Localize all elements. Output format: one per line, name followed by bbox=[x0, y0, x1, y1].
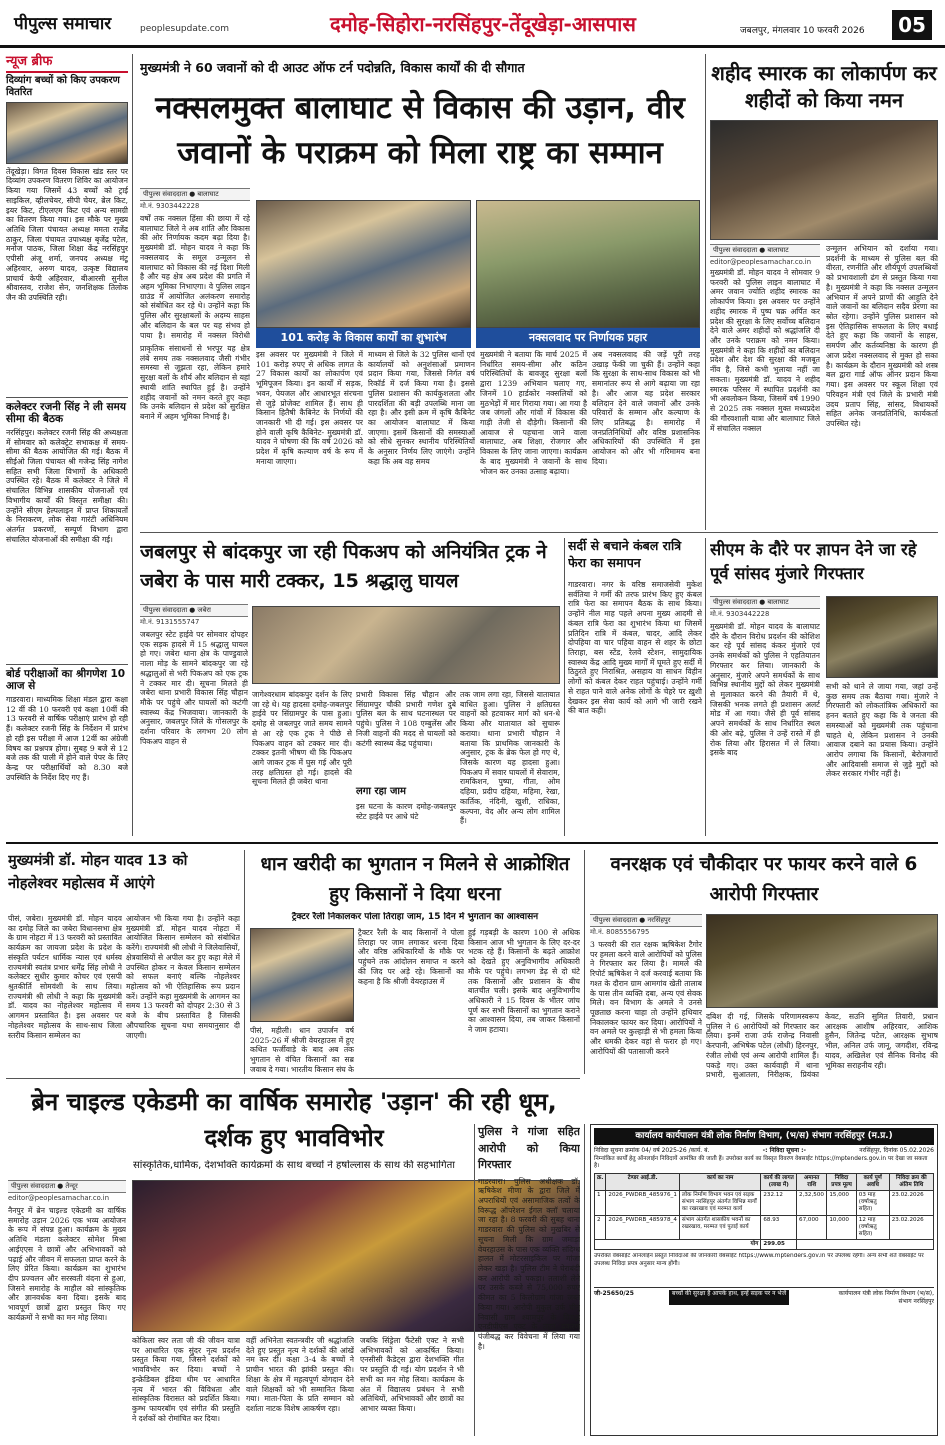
brief-1-photo bbox=[6, 102, 128, 164]
brain-child-col-4: जबकि सिंड्रेला फैंटेसी एक्ट ने सभी अभिभावकों को आकर्षित किया। एनसीसी कैडेट्स द्वारा देशभक्ति गीत पर प्रस्तुति दी गई। योग प्रदर्शन ने भी सभी का मन मोह लिया। कार्यक्रम के अंत में विद्यालय प्रबंधन ने सभी अतिथियों, अभिभावकों और छात्रों का आभार व्यक्त किया। bbox=[360, 1336, 464, 1414]
tender-cell: 1 bbox=[595, 1191, 606, 1215]
tender-intro: निम्नांकित कार्यों हेतु ऑनलाईन निविदायें आमंत्रित की जाती हैं। उपरोक्त कार्य का विस्तृत विवरण वेबसाईट https://mptenders.gov.in पर देखा जा सकता है। bbox=[594, 1155, 928, 1170]
martyr-byline-place: बालाघाट bbox=[767, 246, 789, 254]
tender-cell: लोक निर्माण विभाग भवन एवं सड़क संभाग नरसिंहपुर अंतर्गत विभिन्न मार्गों का रखरखाव एवं मरम्मत कार्य bbox=[679, 1191, 760, 1215]
tender-signature: कार्यपालन यंत्री लोक निर्माण विभाग (भ/स), संभाग नरसिंहपुर bbox=[838, 1290, 934, 1305]
column-rule bbox=[705, 54, 706, 530]
tender-office: कार्यालय कार्यपालन यंत्री लोक निर्माण विभाग, (भ/स) संभाग नरसिंहपुर (म.प्र.) bbox=[594, 1128, 934, 1145]
martyr-byline-agency: पीपुल्स संवाददाता bbox=[713, 246, 758, 254]
lead-col-6: अब नक्सलवाद की जड़ें पूरी तरह उखाड़ फेंकी जा चुकी हैं। उन्होंने कहा कि सुरक्षा के साथ-साथ विकास को भी समानांतर रूप से आगे बढ़ाया जा रहा है। और आज यह प्रदेश सरकार बलिदान देने वाले जवानों और उनके परिवारों के सम्मान और कल्याण के लिए प्रतिबद्ध है। समारोह में जनप्रतिनिधियों और वरिष्ठ प्रशासनिक अधिकारियों की उपस्थिति में इस आयोजन को और भी गरिमामय बना दिया। bbox=[592, 350, 700, 466]
tender-cell: 68.93 bbox=[761, 1215, 797, 1239]
section-title-region: सिहोरा-नरसिंहपुर-तेंदूखेड़ा-आसपास bbox=[376, 12, 636, 36]
cm-visit-headline: सीएम के दौरे पर ज्ञापन देने जा रहे पूर्व सांसद मुंजारे गिरफ्तार bbox=[710, 540, 917, 583]
blanket-body: गाडरवारा। नगर के वरिष्ठ समाजसेवी मुकेश सर्वतिया ने गर्मी की तरफ प्रारंभ किए हुए कंबल रात्रि फेरा का समापन बैठक के साथ किया। उन्होंने नील माह पहले अपना मुख्य आदमी से कंबल रात्रि फेरा का शुभारंभ किया था जिसमें प्रतिदिन रात्रि में कंबल, चादर, आदि लेकर दोपहिया वा चार पहिया वाहन से शहर के छोटा तिराहा, बस स्टेंड, रेलवे स्टेशन, सामुदायिक स्वास्थ्य केंद्र आदि मुख्य मार्गों में घूमते हुए सर्दी में ठिठुरते हुए निराश्रित, असहाय वा साधन विहीन लोगों को कंबल देकर राहत पहुंचाई। उन्होंने गर्मी से राहत पाने वाले अनेक लोगों के चेहरे पर ख़ुशी देखकर इस सेवा कार्य को आगे भी जारी रखने की बात कही। bbox=[568, 580, 702, 716]
section-title-district: दमोह- bbox=[330, 12, 377, 36]
ganja-body: गाडरवारा। पुलिस अधीक्षक डॉ. ऋषिकेश मीणा के द्वारा जिले में अपराधियों एवं असामाजिक तत्वों के विरूद्ध ऑपरेशन ईगल क्लॉ चलाया जा रहा है। 8 फरवरी की सुबह थाना गाडरवारा की पुलिस को मुखबिर से सूचना मिली कि ग्राम जमाड़ा वेयरहाउस के पास एक व्यक्ति संदिग्ध हालत में मोटरसाइकिल पर गांजा लेकर खड़ा है। पुलिस टीम ने घेराबंदी कर आरोपी को पकड़ा। तलाशी लेने पर उसके कब्जे से 75,000 रुपए कीमत का 5 किलोग्राम गांजा जब्त किया गया। आरोपी मुकुल उर्फ चीनू निवासी ग्राम श्यामपुर के विरुद्ध एनडीपीएस एक्ट के तहत प्रकरण पंजीबद्ध कर विवेचना में लिया गया है। bbox=[478, 1176, 580, 1351]
lead-byline-mobile: मो.नं. 9303442228 bbox=[140, 202, 200, 210]
paddy-col-2: ट्रैक्टर रैली के बाद किसानों ने पोला तिराहा पर जाम लगाकर धरना दिया और वरिष्ठ अधिकारियों के मौके पर पहुंचने तक आंदोलन समाप्त न करने की जिद पर अड़े रहे। किसानों का कहना है कि श्रीजी वेयरहाउस में bbox=[358, 928, 464, 986]
tender-slogan: बच्चों की सुरक्षा है आपके हाथ, इन्हें सड़क पर न भेजें bbox=[669, 1290, 789, 1305]
martyr-body-right: उन्मूलन अभियान को दर्शाया गया। प्रदर्शनी के माध्यम से पुलिस बल की वीरता, रणनीति और शौर्यपूर्ण उपलब्धियों को प्रभावशाली ढंग से प्रस्तुत किया गया है। मुख्यमंत्री ने कहा कि नक्सल उन्मूलन अभियान में अपने प्राणों की आहुति देने वाले जवानों का बलिदान सदैव प्रेरणा का स्रोत रहेगा। उन्होंने पुलिस प्रशासन को इस ऐतिहासिक सफलता के लिए बधाई देते हुए कहा कि जवानों के साहस, समर्पण और कर्तव्यनिष्ठा के कारण ही आज प्रदेश नक्सलवाद से मुक्त हो सका है। कार्यक्रम के दौरान मुख्यमंत्री को शस्त्र बल द्वारा गार्ड ऑफ ऑनर प्रदान किया गया। इस अवसर पर स्कूल शिक्षा एवं परिवहन मंत्री एवं जिले के प्रभारी मंत्री उदय प्रताप सिंह, सांसद, विधायकों सहित अनेक जनप्रतिनिधि, कार्यकर्ता उपस्थित रहे। bbox=[826, 244, 938, 428]
cm-festival-col-2: आयोजन भी किया गया है। उन्होंने कहा मुख्यमंत्री डॉ. मोहन यादव नोहटा में आयोजित किसान सम्मेलन को संबोधित करेंगे। राज्यमंत्री श्री लोधी ने जिलेवासियों, क्षेत्रवासियों से अपील कर हुए कहा मेले में उपस्थित होकर न केवल किसान सम्मेलन को सफल बनाएं बल्कि नोहलेश्वर महोत्सव को भी ऐतिहासिक रूप प्रदान करें। उन्होंने कहा मुख्यमंत्री के आगमन का समय 13 फरवरी को दोपहर 2:30 से 3 बजे के बीच प्रस्तावित है जिसकी औपचारिक सूचना यथा समयानुसार दी जाएगी। bbox=[126, 914, 240, 1040]
lead-byline-agency: पीपुल्स संवाददाता bbox=[143, 190, 188, 198]
tender-title: -: निविदा सूचना :- bbox=[762, 1147, 806, 1155]
accident-headline: जबलपुर से बांदकपुर जा रही पिकअप को अनियंत्रित ट्रक ने जबेरा के पास मारी टक्कर, 15 श्रद्धालु घायल bbox=[140, 541, 547, 592]
column-rule bbox=[244, 850, 245, 1074]
forest-guard-photo bbox=[706, 914, 938, 1008]
paddy-col-1: पीसं, महीली। धान उपार्जन वर्ष 2025-26 में श्रीजी वेयरहाउस में हुए कथित फर्जीवाड़े के बाद अब तक भुगतान से वंचित किसानों का सब्र जवाब दे गया। भारतीय किसान संघ के bbox=[250, 1026, 354, 1074]
tender-column-header: क्र. bbox=[595, 1173, 606, 1190]
news-brief-column bbox=[6, 54, 128, 836]
tender-table bbox=[594, 1173, 934, 1250]
accident-col-3: प्रभारी विकास सिंह चौहान और सिंग्रामपुर चौकी प्रभारी गणेश दुबे पुलिस बल के साथ घटनास्थल पर पहुंचे। पुलिस ने 108 एम्बुलेंस और निजी वाहनों की मदद से घायलों को कटंगी स्वास्थ्य केंद्र पहुंचाया। bbox=[356, 690, 456, 748]
tender-cell: 2,32,500 bbox=[797, 1191, 827, 1215]
section-rule bbox=[140, 532, 938, 533]
tender-column-header: कार्य का नाम bbox=[679, 1173, 760, 1190]
forest-guard-byline-place: नरसिंहपुर bbox=[647, 916, 671, 924]
accident-col-4: तक जाम लगा रहा, जिससे यातायात बाधित हुआ। पुलिस ने क्षतिग्रस्त वाहनों को हटवाकर मार्ग को धन-धे किया और यातायात को सुचारू कराया। थाना प्रभारी चौहान ने बताया कि प्राथमिक जानकारी के अनुसार, ट्रक के ब्रेक फेल हो गए थे, जिसके कारण यह हादसा हुआ। पिकअप में सवार घायलों में सेवाराम, रामकिशन, पुष्पा, गीता, ओम दहिया, प्रदीप दहिया, महिमा, रेखा, कार्तिक, नंदिनी, खुशी, राधिका, कल्पना, वेद और अन्य लोग शामिल हैं। bbox=[460, 690, 560, 826]
lead-col-4: माध्यम से जिले के 32 पुलिस थानों एवं कार्यालयों को अनुशंसाओं प्रमाणन प्रदान किया गया, जिससे निर्गत वर्ष रिकॉर्ड में दर्ज किया गया है। इससे पुलिस प्रशासन की कार्यकुशलता और पारदर्शिता की बड़ी उपलब्धि माना जा रहा है। और इसी क्रम में कृषि कैबिनेट का आयोजन बालाघाट में किया जाएगा। इसमें किसानों की समस्याओं को सीधे सुनकर स्थानीय परिस्थितियों के अनुसार निर्णय लिए जाएंगे। उन्होंने कहा कि अब वह समय bbox=[368, 350, 475, 466]
forest-guard-byline-mobile: मो.नं. 8085556795 bbox=[590, 928, 650, 936]
brain-child-col-5 bbox=[474, 1124, 580, 1436]
section-title bbox=[330, 12, 636, 38]
martyr-byline: पीपुल्स संवाददाता ● बालाघाट bbox=[710, 244, 820, 257]
forest-guard-byline-agency: पीपुल्स संवाददाता bbox=[593, 916, 638, 924]
tender-row bbox=[595, 1191, 934, 1215]
brief-3-body: गाडरवारा। माध्यमिक शिक्षा मंडल द्वारा कक्षा 12 वीं की 10 फरवरी एवं कक्षा 10वीं की 13 फरवरी से वार्षिक परीक्षाएं प्रारंभ हो रही हैं। कलेक्टर रजनी सिंह के निर्देशन में प्रारंभ हो रही इस परीक्षा में आज 12वीं का अंग्रेजी विषय का प्रश्नपत्र होगा। सुबह 9 बजे से 12 बजे तक की पाली में होने वाले पेपर के लिए केन्द्र पर परीक्षार्थियों को 8.30 बजे उपस्थिति के निर्देश दिए गए हैं। bbox=[6, 695, 128, 782]
tender-cell: 12 माह (वर्षाऋतु सहित) bbox=[856, 1215, 889, 1239]
cm-festival-headline: मुख्यमंत्री डॉ. मोहन यादव 13 को नोहलेश्वर महोत्सव में आएंगे bbox=[8, 853, 188, 893]
paddy-headline: धान खरीदी का भुगतान न मिलने से आक्रोशित हुए किसानों ने दिया धरना bbox=[260, 854, 570, 905]
lead-byline-place: बालाघाट bbox=[197, 190, 219, 198]
cm-visit-body-right: सभी को थाने ले जाया गया, जहां उन्हें कुछ समय तक बैठाया गया। मुंजारे ने गिरफ्तारी को लोकतांत्रिक अधिकारों का हनन बताते हुए कहा कि वे जनता की समस्याओं को मुख्यमंत्री तक पहुंचाना चाहते थे, लेकिन प्रशासन ने उनकी आवाज दबाने का प्रयास किया। उन्होंने आरोप लगाया कि किसानों, बेरोजगारों और आदिवासी समाज से जुड़े मुद्दों को लेकर सरकार गंभीर नहीं है। bbox=[826, 682, 938, 779]
news-brief-label: न्यूज ब्रीफ bbox=[6, 54, 128, 73]
accident-byline-mobile: मो.नं. 9131555747 bbox=[140, 618, 200, 626]
forest-guard-byline: पीपुल्स संवाददाता ● नरसिंहपुर bbox=[590, 914, 702, 927]
column-rule bbox=[584, 1124, 585, 1436]
column-rule bbox=[564, 538, 565, 836]
lead-col-1: वर्षों तक नक्सल हिंसा की छाया में रहे बालाघाट जिले ने अब शांति और विकास की ओर निर्णायक कदम बढ़ा दिया है। मुख्यमंत्री डॉ. मोहन यादव ने कहा कि नक्सलवाद के समूल उन्मूलन से बालाघाट को विकास की नई दिशा मिली है और यह क्षेत्र अब प्रदेश की प्रगति में अहम भूमिका निभाएगा। वे पुलिस लाइन ग्राउंड में आयोजित अलंकरण समारोह को संबोधित कर रहे थे। उन्होंने कहा कि पुलिस और सुरक्षाबलों के अदम्य साहस और बलिदान के बल पर यह संभव हो पाया है। समारोह में नक्सल विरोधी bbox=[140, 214, 250, 340]
website-url[interactable]: peoplesupdate.com bbox=[140, 24, 229, 34]
cm-festival-col-1: पीसं, जबेरा। मुख्यमंत्री डॉ. मोहन यादव का दमोह जिले का जबेरा विधानसभा क्षेत्र के ग्राम नोहटा में 13 फरवरी को प्रस्तावित कार्यक्रम का जायजा प्रदेश के प्रदेश के संस्कृति पर्यटन धार्मिक न्यास एवं धर्मस्व राज्यमंत्री स्वतंत्र प्रभार धर्मेंद्र सिंह लोधी ने कलेक्टर सुधीर कुमार कोचर एवं एसपी श्रुतकीर्ति सोमवंशी के साथ लिया। राज्यमंत्री श्री लोधी ने कहा कि मुख्यमंत्री डॉ. यादव का नोहलेश्वर महोत्सव में आगमन प्रस्तावित है। इस अवसर पर नोहलेश्वर महोत्सव के साथ-साथ जिला स्तरीय किसान सम्मेलन का bbox=[8, 914, 122, 1040]
accident-byline: पीपुल्स संवाददाता ● जबेरा bbox=[140, 604, 248, 617]
paddy-col-3: हुई गड़बड़ी के कारण 100 से अधिक किसान आज भी भुगतान के लिए दर-दर भटक रहे हैं। किसानों के बढ़ते आक्रोश को देखते हुए अनुविभागीय अधिकारी मौके पर पहुंचे। लगभग डेढ़ से दो घंटे तक किसानों और प्रशासन के बीच बातचीत चली। इसके बाद अनुविभागीय अधिकारी ने 15 दिवस के भीतर जांच पूर्ण कर सभी किसानों का भुगतान कराने का आश्वासन दिया, तब जाकर किसानों ने जाम हटाया। bbox=[468, 928, 580, 1035]
brand-logo: पीपुल्स समाचार bbox=[14, 14, 112, 34]
lead-headline: नक्सलमुक्त बालाघाट से विकास की उड़ान, वीर जवानों के पराक्रम को मिला राष्ट्र का सम्मान bbox=[155, 90, 685, 171]
tender-column-header: कार्य की लागत (लाख में) bbox=[761, 1173, 797, 1190]
martyr-email[interactable]: editor@peoplesamachar.co.in bbox=[710, 258, 812, 266]
brain-child-email[interactable]: editor@peoplesamachar.co.in bbox=[8, 1194, 110, 1202]
tender-cell: 23.02.2026 bbox=[889, 1191, 933, 1215]
tender-cell: 232.12 bbox=[761, 1191, 797, 1215]
forest-guard-headline: वनरक्षक एवं चौकीदार पर फायर करने वाले 6 आरोपी गिरफ्तार bbox=[610, 854, 918, 905]
section-rule bbox=[6, 1078, 580, 1079]
lead-photo-inauguration bbox=[256, 200, 471, 328]
accident-byline-agency: पीपुल्स संवाददाता bbox=[143, 606, 188, 614]
accident-col-2: जागेश्वरधाम बांदकपुर दर्शन के लिए जा रहे थे। यह हादसा दमोह-जबलपुर हाईवे पर सिंग्रामपुर के पास हुआ। दमोह से जबलपुर जाते समय सामने से आ रहे एक ट्रक ने पीछे से पिकअप वाहन को टक्कर मार दी। टक्कर इतनी भीषण थी कि पिकअप आगे जाकर ट्रक में घुस गई और पूरी तरह क्षतिग्रस्त हो गई। हादसे की सूचना मिलते ही जबेरा थाना bbox=[252, 690, 352, 787]
lead-col-5: मुख्यमंत्री ने बताया कि मार्च 2025 में निर्धारित समय-सीमा और कठिन परिस्थितियों के बावजूद सुरक्षा बलों द्वारा 1239 अभियान चलाए गए, जिनमें 10 हार्डकोर नक्सलियों को मुठभेड़ों में मार गिराया गया। आ गया है जब जंगलों और गांवों में विकास की गाड़ी तेजी से दौड़ेगी। किसानों की आवाज से पहचाना जाने वाला बालाघाट, अब शिक्षा, रोजगार और विकास के लिए जाना जाएगा। कार्यक्रम के बाद मुख्यमंत्री ने जवानों के साथ भोजन कर उनका उत्साह बढ़ाया। bbox=[480, 350, 587, 476]
tender-ad-ref: जी-25650/25 bbox=[594, 1290, 634, 1298]
brain-child-subhead: सांस्कृतिक,धार्मिक, देशभक्ति कार्यक्रमों के साथ बच्चों ने हर्षोल्लास के साथ की सहभागिता bbox=[133, 1160, 455, 1171]
tender-date: नरसिंहपुर, दिनांक 05.02.2026 bbox=[859, 1147, 934, 1155]
tender-ref: निविदा सूचना क्रमांक 04/ वर्ष 2025-26 /कार्य. बं. bbox=[594, 1147, 710, 1155]
tender-column-header: टेण्डर आई.डी. bbox=[606, 1173, 679, 1190]
issue-date: जबलपुर, मंगलवार 10 फरवरी 2026 bbox=[740, 26, 865, 36]
tender-cell: 15,000 bbox=[827, 1191, 856, 1215]
accident-col-1: जबलपुर स्टेट हाईवे पर सोमवार दोपहर एक सड़क हादसे में 15 श्रद्धालु घायल हो गए। जबेरा थाना क्षेत्र के पाण्डुवाले नाला मोड़ के सामने बांदकपुर जा रहे श्रद्धालुओं से भरी पिकअप को एक ट्रक ने टक्कर मार दी। सूचना मिलते ही जबेरा थाना प्रभारी विकास सिंह चौहान मौके पर पहुंचे और घायलों को कटंगी स्वास्थ्य केंद्र भिजवाया। जानकारी के अनुसार, जबलपुर जिले के गोसलपुर के दर्शना परिवार के लगभग 20 लोग पिकअप वाहन से bbox=[140, 630, 248, 746]
accident-subhead: लगा रहा जाम bbox=[356, 786, 406, 797]
accident-byline-place: जबेरा bbox=[197, 606, 211, 614]
cm-visit-body-left: मुख्यमंत्री डॉ. मोहन यादव के बालाघाट दौरे के दौरान विरोध प्रदर्शन की कोशिश कर रहे पूर्व सांसद कंकर मुंजारे एवं उनके समर्थकों को पुलिस ने एहतियातन गिरफ्तार कर लिया। जानकारी के अनुसार, मुंजारे अपने समर्थकों के साथ विभिन्न स्थानीय मुद्दों को लेकर मुख्यमंत्री से मुलाकात करने की तैयारी में थे, जिसकी भनक लगते ही प्रशासन अलर्ट मोड में आ गया। जैसे ही पूर्व सांसद अपने समर्थकों के साथ निर्धारित स्थल की ओर बढ़े, पुलिस ने उन्हें रास्ते में ही रोक लिया और हिरासत में ले लिया। इसके बाद bbox=[710, 622, 820, 758]
lead-kicker: मुख्यमंत्री ने 60 जवानों को दी आउट ऑफ टर्न पदोन्नति, विकास कार्यों की दी सौगात bbox=[140, 60, 525, 75]
accident-photo bbox=[252, 606, 560, 684]
column-rule bbox=[705, 538, 706, 836]
tender-row bbox=[595, 1215, 934, 1239]
tender-column-header: अमानत राशि bbox=[797, 1173, 827, 1190]
lead-photo-police-honour bbox=[476, 200, 700, 328]
column-rule bbox=[584, 850, 585, 1074]
brain-child-col-1: नैनपुर में ब्रेन चाइल्ड एकेडमी का वार्षिक समारोह उड़ान 2026 एक भव्य आयोजन के रूप में संपन्न हुआ। कार्यक्रम के मुख्य अतिथि मंडला कलेक्टर सोमेश मिश्रा आईएएस ने छात्रों और अभिभावकों को पढ़ाई और जीवन में सफलता प्राप्त करने के लिए प्रेरित किया। कार्यक्रम का शुभारंभ दीप प्रज्वलन और सरस्वती वंदना से हुआ, जिसने समारोह के माहौल को सांस्कृतिक और ज्ञानवर्धक बना दिया। इसके बाद भावपूर्ण छात्रों द्वारा प्रस्तुत किए गए कार्यक्रमों ने सभी का मन मोह लिया। bbox=[8, 1206, 126, 1322]
tender-column-header: निविदा प्रपत्र मूल्य bbox=[827, 1173, 856, 1190]
lead-caption-right: नक्सलवाद पर निर्णायक प्रहार bbox=[476, 328, 700, 348]
cm-visit-byline-agency: पीपुल्स संवाददाता bbox=[713, 598, 758, 606]
tender-column-header: कार्य पूर्ण अवधि bbox=[856, 1173, 889, 1190]
lead-col-3: इस अवसर पर मुख्यमंत्री ने जिले में 101 करोड़ रुपए से अधिक लागत के 27 विकास कार्यों का लोकार्पण एवं भूमिपूजन किया। इन कार्यों में सड़क, भवन, पेयजल और आधारभूत संरचना से जुड़े प्रोजेक्ट शामिल हैं। साथ ही किसान हितैषी कैबिनेट के निर्णयों की जानकारी भी दी गई। इस अवसर पर होने वाली कृषि कैबिनेट- मुख्यमंत्री डॉ. यादव ने घोषणा की कि वर्ष 2026 को प्रदेश में कृषि कल्याण वर्ष के रूप में मनाया जाएगा। bbox=[256, 350, 363, 466]
tender-cell: 2 bbox=[595, 1215, 606, 1239]
tender-cell: 10,000 bbox=[827, 1215, 856, 1239]
lead-caption-left: 101 करोड़ के विकास कार्यों का शुभारंभ bbox=[256, 328, 471, 348]
tender-cell: 03 माह (वर्षाऋतु सहित) bbox=[856, 1191, 889, 1215]
tender-total-value: 299.05 bbox=[761, 1239, 797, 1249]
accident-col-3b: इस घटना के कारण दमोह-जबलपुर स्टेट हाईवे पर आधे घंटे bbox=[356, 802, 456, 821]
cm-visit-byline-mobile: मो.नं. 9303442228 bbox=[710, 610, 770, 618]
page-number: 05 bbox=[892, 10, 932, 40]
tender-cell: 2026_PWDRB_485976_1 bbox=[606, 1191, 679, 1215]
brain-child-headline: ब्रेन चाइल्ड एकेडमी का वार्षिक समारोह 'उड़ान' की रही धूम, दर्शक हुए भावविभोर bbox=[31, 1088, 557, 1152]
blanket-headline: सर्दी से बचाने कंबल रात्रि फेरा का समापन bbox=[568, 538, 682, 570]
brief-1-title: दिव्यांग बच्चों को किए उपकरण वितरित bbox=[6, 74, 120, 98]
brain-child-col-3: वहीं अभिनेता स्वतन्त्रवीर जी श्रद्धांजलि देते हुए प्रस्तुत नृत्य ने दर्शकों की आंखें नम कर दीं। कक्षा 3-4 के बच्चों ने प्राचीन भारत की झांकी प्रस्तुत की। शिक्षा के क्षेत्र में महत्वपूर्ण योगदान देने वाले शिक्षकों को भी सम्मानित किया गया। माता-पिता के प्रति सम्मान को दर्शाता नाटक विशेष आकर्षण रहा। bbox=[246, 1336, 354, 1414]
forest-guard-body-right: दबिश दी गई, जिसके परिणामस्वरूप पुलिस ने 6 आरोपियों को गिरफ्तार कर लिया। इनमें राजा उर्फ राजेन्द्र निवासी केरपानी, अभिषेक पटेल (लोधी) हिरनपुर, रंजीत लोधी एवं अन्य आरोपी शामिल हैं। पकड़े गए। उक्त कार्यवाही में थाना प्रभारी, सुआतला, निरीक्षक, प्रियंका केवट, सउनि सुमित तिवारी, प्रधान आरक्षक आशीष अहिरवार, आशिक हुसैन, जितेन्द्र पटेल, आरक्षक सुभाष भील, अनिल उर्फ जानू, जगदीश, रविन्द्र यादव, अखिलेश एवं सैनिक विनोद की भूमिका सराहनीय रही। bbox=[706, 1012, 938, 1080]
column-rule bbox=[132, 54, 133, 836]
brain-child-col-2: कोकिला स्वर लता जी की जीवन यात्रा पर आधारित एक सुंदर नृत्य प्रदर्शन प्रस्तुत किया गया, जिसने दर्शकों को भावविभोर कर दिया। बच्चों ने इन्क्रेडिबल इंडिया थीम पर आधारित नृत्य में भारत की विविधता और सांस्कृतिक विरासत को प्रदर्शित किया। कुम्भ फायरबॉम एवं संगीत की प्रस्तुति ने दर्शकों को रोमांचित कर दिया। bbox=[132, 1336, 240, 1423]
tender-cell: 23.02.2026 bbox=[889, 1215, 933, 1239]
brief-2-body: नरसिंहपुर। कलेक्टर रजनी सिंह की अध्यक्षता में सोमवार को कलेक्ट्रेट सभाकक्ष में समय-सीमा की बैठक आयोजित की गई। बैठक में सीईओ जिला पंचायत श्री गजेन्द्र सिंह नागेश सहित सभी जिला विभागों के अधिकारी उपस्थित रहे। बैठक में कलेक्टर ने जिले में संचालित विभिन्न शासकीय योजनाओं एवं विभागीय कार्यों की विस्तृत समीक्षा की। उन्होंने सीएम हेल्पलाइन में प्राप्त शिकायतों के निराकरण, लोक सेवा गारंटी अधिनियम अंतर्गत प्रकरणों, सम्पूर्ण विभाग द्वारा संचालित योजनाओं की समीक्षा की गई। bbox=[6, 427, 128, 544]
paddy-col-1b bbox=[358, 928, 464, 1074]
lead-byline: पीपुल्स संवाददाता ● बालाघाट bbox=[140, 188, 250, 201]
brief-3-title: बोर्ड परीक्षाओं का श्रीगणेश 10 आज से bbox=[6, 664, 128, 693]
paddy-subhead: ट्रैक्टर रैली निकालकर पोला तिराहा जाम, 15 दिन में भुगतान का आश्वासन bbox=[291, 912, 539, 922]
tender-total-label: योग bbox=[595, 1239, 761, 1249]
tender-footer: उपरोक्त वेबसाईट ऑनलाईन प्रस्तुत निविदाओं की जानकारी वेबसाईट https://www.mptenders.gov.in पर उपलब्ध रहेगी। अन्य सभी शर्तें वेबसाईट पर उपलब्ध निविदा प्रपत्र अनुसार मान्य होंगी। bbox=[594, 1253, 924, 1267]
tender-total-row bbox=[595, 1239, 934, 1249]
cm-visit-byline-place: बालाघाट bbox=[767, 598, 789, 606]
brief-2-title: कलेक्टर रजनी सिंह ने ली समय सीमा की बैठक bbox=[6, 397, 128, 426]
brain-child-byline: पीपुल्स संवाददाता ● तेन्दूर bbox=[8, 1180, 126, 1193]
tender-column-header: निविदा क्रय की अंतिम तिथि bbox=[889, 1173, 933, 1190]
tender-notice bbox=[590, 1124, 938, 1436]
tender-cell: 2026_PWDRB_485978_4 bbox=[606, 1215, 679, 1239]
ganja-headline-text: पुलिस ने गांजा सहित आरोपी को किया गिरफ्तार bbox=[478, 1125, 580, 1171]
martyr-body-left: मुख्यमंत्री डॉ. मोहन यादव ने सोमवार 9 फरवरी को पुलिस लाइन बालाघाट में अमर जवान ज्योति शहीद स्मारक का लोकार्पण किया। इस अवसर पर उन्होंने शहीद स्मारक में पुष्प चक्र अर्पित कर प्रदेश की सुरक्षा के लिए सर्वोच्च बलिदान देने वाले अमर शहीदों को श्रद्धांजलि दी और उनके पराक्रम को नमन किया। मुख्यमंत्री ने कहा कि शहीदों का बलिदान प्रदेश और देश की सुरक्षा की मजबूत नींव है, जिसे कभी भुलाया नहीं जा सकता। मुख्यमंत्री डॉ. यादव ने शहीद स्मारक परिसर में स्थापित प्रदर्शनी का भी अवलोकन किया, जिसमें वर्ष 1990 से 2025 तक नक्सल मुक्त मध्यप्रदेश की गौरवशाली यात्रा और बालाघाट जिले में संचालित नक्सल bbox=[710, 268, 820, 433]
martyr-photo bbox=[710, 120, 938, 240]
lead-col-2: प्राकृतिक संसाधनों से भरपूर यह क्षेत्र लंबे समय तक नक्सलवाद जैसी गंभीर समस्या से जूझता रहा, लेकिन हमारे सुरक्षा बलों के शौर्य और बलिदान से यहां स्थायी शांति स्थापित हुई है। उन्होंने शहीद जवानों को नमन करते हुए कहा कि उनके बलिदान से प्रदेश को सुरक्षित बनाने में अहम भूमिका निभाई है। bbox=[140, 344, 250, 422]
tender-cell: संभाग अंतर्गत शासकीय भवनों का रखरखाव, मरम्मत एवं पुताई कार्य bbox=[679, 1215, 760, 1239]
brain-child-byline-place: तेन्दूर bbox=[65, 1182, 78, 1190]
cm-visit-photo bbox=[826, 596, 938, 678]
cm-visit-byline: पीपुल्स संवाददाता ● बालाघाट bbox=[710, 596, 820, 609]
brain-child-byline-agency: पीपुल्स संवाददाता bbox=[11, 1182, 56, 1190]
paddy-photo bbox=[250, 928, 354, 1022]
masthead bbox=[0, 0, 945, 48]
martyr-headline: शहीद स्मारक का लोकार्पण कर शहीदों को किया नमन bbox=[711, 61, 937, 112]
forest-guard-body-left: 3 फरवरी की रात रक्षक ऋषिकेश टैगोर पर हमला करने वाले आरोपियों को पुलिस ने गिरफ्तार कर लिया है। मामले की रिपोर्ट ऋषिकेश ने दर्ज करवाई बताया कि गश्त के दौरान ग्राम आमगांव खेती तालाब के पास तीन व्यक्ति दबा, अन्य एवं सेवक मिले। वन विभाग के अमले ने उनसे पूछताछ करना चाहा तो उन्होंने हथियार निकालकर फायर कर दिया। आरोपियों ने वन अमले पर कुल्हाड़ी से भी हमला किया और धमकी देकर वहां से फरार हो गए। आरोपियों की पतासाजी करने bbox=[590, 940, 702, 1056]
section-rule bbox=[6, 842, 938, 844]
tender-cell: 67,000 bbox=[797, 1215, 827, 1239]
brief-1-body: तेंदूखेड़ा। विगत दिवस विकास खंड स्तर पर दिव्यांग उपकरण वितरण शिविर का आयोजन किया गया जिसमें 43 बच्चों को ट्राई साइकिल, व्हीलचेयर, सीपी चेयर, ब्रेल किट, इयर किट, टीएलएम किट एवं अन्य सामग्री का वितरण किया गया। इस मौके पर मुख्य अतिथि जिला पंचायत अध्यक्ष ममता राजेंद्र ठाकुर, जिला पंचायत उपाध्यक्ष बृजेंद्र पटेल, मनोज पाठक, जिला शिक्षा केंद्र नरसिंहपुर एपीसी अंजू शर्मा, जनपद अध्यक्ष मंटू अहिरवार, अरुण यादव, उत्कृष्ट विद्यालय प्राचार्य केपी अहिरवार, बीआरसी सुनील श्रीवास्तव, राजेश सेन, जनशिक्षक तिलोक जैन की उपस्थिति रही। bbox=[6, 166, 128, 302]
